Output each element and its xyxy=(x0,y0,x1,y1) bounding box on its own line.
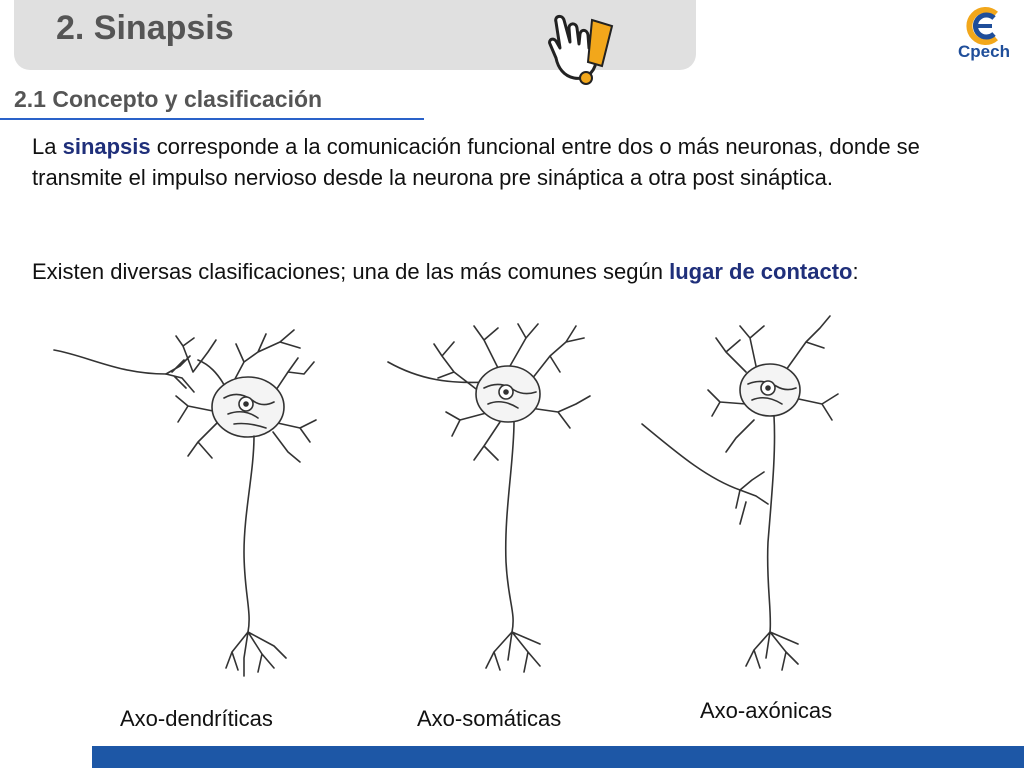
caption-axo-somaticas: Axo-somáticas xyxy=(417,706,562,731)
page-title: 2. Sinapsis xyxy=(56,9,234,47)
cpech-logo-mark xyxy=(950,6,1018,46)
section-subtitle: 2.1 Concepto y clasificación xyxy=(14,86,323,112)
footer-bar xyxy=(92,746,1024,768)
classification-paragraph xyxy=(32,256,992,287)
definition-text-start: La xyxy=(32,134,63,159)
subtitle-underline xyxy=(0,118,424,120)
highlight-sinapsis: sinapsis xyxy=(62,134,151,159)
classification-text-end: : xyxy=(852,259,859,284)
neuron-axo-dendritic-illustration xyxy=(48,312,328,692)
classification-text-start: Existen diversas clasificaciones; una de las más comunes según xyxy=(32,259,670,284)
definition-paragraph xyxy=(32,131,992,193)
neuron-axo-somatic-illustration xyxy=(380,312,610,692)
neuron-axo-axonic-illustration xyxy=(636,312,856,692)
highlight-lugar-de-contacto: lugar de contacto xyxy=(669,259,853,284)
cpech-logo xyxy=(950,6,1018,64)
pointing-hand-icon xyxy=(536,6,620,90)
caption-axo-dendriticas: Axo-dendríticas xyxy=(120,706,273,731)
caption-axo-axonicas: Axo-axónicas xyxy=(700,698,833,723)
logo-text: Cpech xyxy=(958,42,1010,61)
definition-text-end: corresponde a la comunicación funcional entre dos o más neuronas, donde se transmite el impulso nervioso desde la neurona pre sináptica a otra post sináptica. xyxy=(32,134,920,190)
